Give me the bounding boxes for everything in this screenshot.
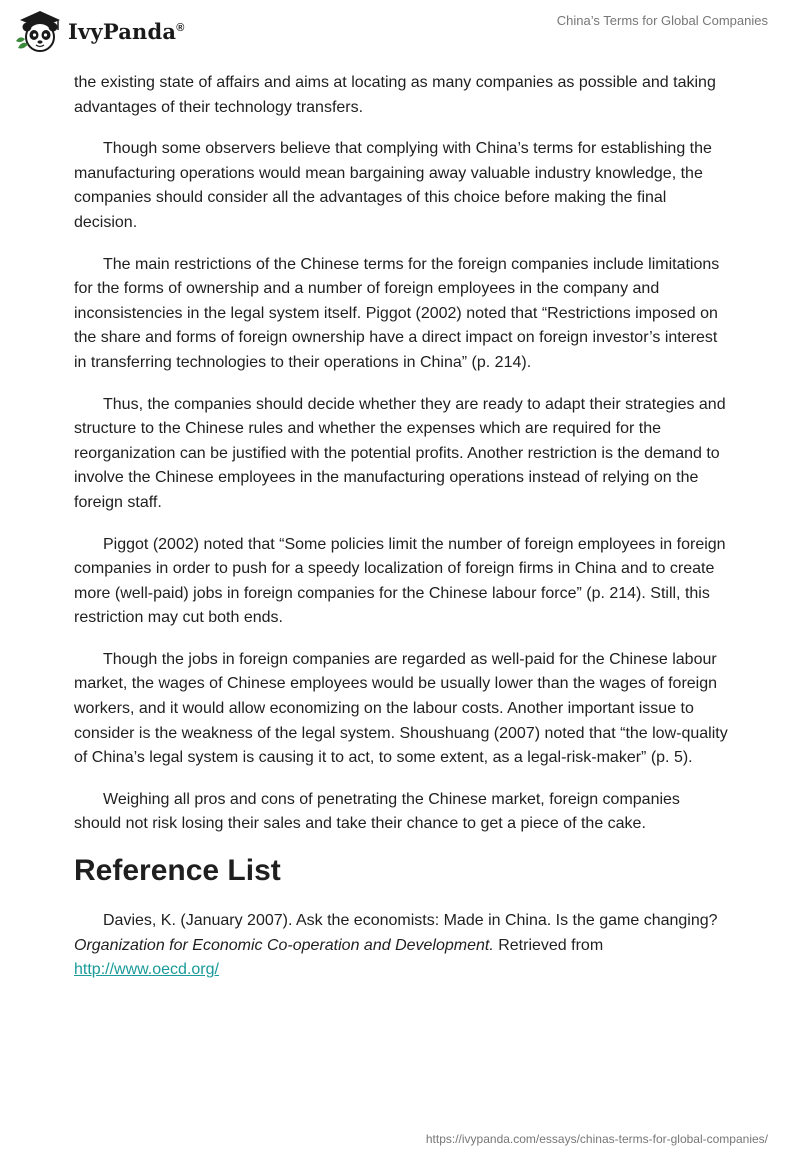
document-title: China’s Terms for Global Companies	[556, 13, 768, 28]
reference-source: Organization for Economic Co-operation and Development.	[74, 936, 494, 954]
reference-retrieved: Retrieved from	[493, 936, 604, 954]
panda-icon	[14, 8, 62, 54]
paragraph: Though the jobs in foreign companies are regarded as well-paid for the Chinese labour market, the wages of Chinese employees would be usually lower than the wages of foreign workers, and it would allow economizing on the labour costs. Another important issue to consider is the weakness of the legal system. Shoushuang (2007) noted that “the low-quality of China’s legal system is causing it to act, to some extent, as a legal-risk-maker” (p. 5).	[74, 650, 728, 767]
essay-body	[74, 71, 729, 1000]
reference-list-heading: Reference List	[74, 854, 281, 888]
paragraph: Though some observers believe that complying with China’s terms for establishing the manufacturing operations would mean bargaining away valuable industry knowledge, the companies should consider all the advantages of this choice before making the final decision.	[74, 140, 712, 231]
logo-text: IvyPanda®	[68, 18, 185, 44]
paragraph: Thus, the companies should decide whether they are ready to adapt their strategies and structure to the Chinese rules and whether the expenses which are required for the reorganization can be justified with the potential profits. Another restriction is the demand to involve the Chinese employees in the manufacturing operations instead of relying on the foreign staff.	[74, 395, 726, 511]
footer-url[interactable]: https://ivypanda.com/essays/chinas-terms-for-global-companies/	[425, 1132, 768, 1146]
ivypanda-logo[interactable]	[14, 8, 185, 54]
page-header	[0, 0, 800, 70]
paragraph: Weighing all pros and cons of penetrating the Chinese market, foreign companies should not risk losing their sales and take their chance to get a piece of the cake.	[74, 790, 680, 833]
reference-link[interactable]: http://www.oecd.org/	[74, 961, 219, 979]
paragraph: Piggot (2002) noted that “Some policies limit the number of foreign employees in foreign companies in order to push for a speedy localization of foreign firms in China and to create more (well-paid) jobs in foreign companies for the Chinese labour force” (p. 214). Still, this restriction may cut both ends.	[74, 535, 726, 627]
paragraph: the existing state of affairs and aims at locating as many companies as possible and taking advantages of their technology transfers.	[74, 74, 716, 116]
reference-item	[74, 909, 729, 983]
paragraph: The main restrictions of the Chinese terms for the foreign companies include limitations for the forms of ownership and a number of foreign employees in the company and inconsistencies in the legal system itself. Piggot (2002) noted that “Restrictions imposed on the share and forms of foreign ownership have a direct impact on foreign investor’s interest in transferring technologies to their operations in China” (p. 214).	[74, 255, 720, 371]
reference-text: Davies, K. (January 2007). Ask the economists: Made in China. Is the game changing?	[103, 912, 718, 930]
